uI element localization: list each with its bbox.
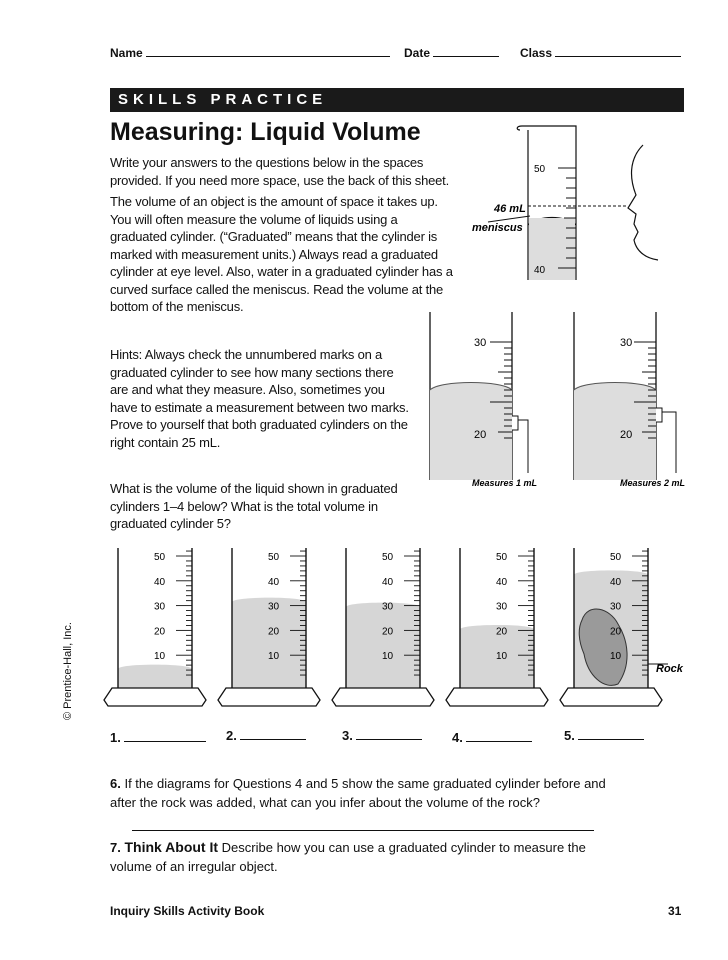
answer-1[interactable] [110, 730, 206, 745]
answer-3-blank[interactable] [356, 739, 422, 740]
graduated-cylinder-5 [560, 548, 684, 706]
meniscus-bottom-mark: 40 [534, 265, 546, 276]
volume-mark-label: 40 [154, 576, 166, 588]
liquid [118, 665, 192, 688]
answer-4[interactable] [452, 730, 532, 745]
volume-mark-label: 50 [610, 552, 622, 563]
liquid [346, 603, 420, 688]
meniscus-top-mark: 50 [534, 164, 546, 175]
volume-mark-label: 20 [610, 626, 622, 638]
volume-mark-label: 20 [382, 626, 394, 638]
example-2-caption: Measures 2 mL [620, 478, 686, 488]
volume-mark-label: 10 [268, 651, 280, 663]
volume-mark-label: 30 [496, 601, 508, 613]
volume-mark-label: 50 [382, 552, 394, 563]
question-6 [110, 774, 610, 812]
graduated-cylinder-1 [104, 548, 206, 706]
example-2-top: 30 [620, 337, 633, 349]
answer-5-number: 5. [564, 728, 575, 743]
intro-text: Write your answers to the questions below in the spaces provided. If you need more space, use the back of this sheet. [110, 155, 450, 188]
question-intro: What is the volume of the liquid shown in graduated cylinders 1–4 below? What is the total volume in graduated cylinder 5? [110, 481, 398, 531]
date-blank[interactable] [433, 56, 499, 57]
volume-mark-label: 30 [154, 601, 166, 613]
rock-label: Rock [656, 663, 683, 675]
page-number: 31 [668, 904, 682, 918]
date-label: Date [404, 46, 431, 60]
graduated-cylinder-4 [446, 548, 548, 706]
answer-2-blank[interactable] [240, 739, 306, 740]
date-field [404, 46, 499, 60]
volume-mark-label: 10 [496, 651, 508, 663]
question-7-number: 7. [110, 840, 121, 855]
answer-4-number: 4. [452, 730, 463, 745]
cylinder-base [446, 688, 548, 706]
example-cylinder-1 [430, 312, 537, 488]
meniscus-label: meniscus [472, 222, 523, 234]
question-6-answer-line[interactable] [132, 830, 594, 831]
answer-3-number: 3. [342, 728, 353, 743]
graduated-cylinder-2 [218, 548, 320, 706]
answer-4-blank[interactable] [466, 741, 532, 742]
question-7-heading: Think About It [124, 839, 219, 855]
cylinders-row [96, 542, 696, 712]
name-field [110, 46, 390, 60]
class-label: Class [520, 46, 553, 60]
copyright: © Prentice-Hall, Inc. [62, 622, 74, 720]
question-6-text: If the diagrams for Questions 4 and 5 show the same graduated cylinder before and after the rock was added, what can you infer about the volume of the rock? [110, 776, 606, 810]
example-1-caption: Measures 1 mL [472, 478, 538, 488]
footer-book-title: Inquiry Skills Activity Book [110, 904, 265, 918]
volume-mark-label: 40 [610, 576, 622, 588]
example-1-top: 30 [474, 337, 487, 349]
volume-mark-label: 10 [610, 651, 622, 663]
volume-mark-label: 30 [268, 601, 280, 613]
volume-mark-label: 40 [382, 576, 394, 588]
answer-3[interactable] [342, 728, 422, 743]
volume-paragraph: The volume of an object is the amount of space it takes up. You will often measure the volume of liquids using a graduated cylinder. (“Graduated” means that the cylinder is marked with measurement units.) Always read a graduated cylinder at eye level. Also, water in a graduated cylinder has a curved surface called the meniscus. Read the volume at the bottom of the meniscus. [110, 194, 453, 314]
cylinder-base [560, 688, 662, 706]
volume-mark-label: 10 [154, 651, 166, 663]
skills-practice-banner: SKILLS PRACTICE [110, 88, 684, 112]
answer-2[interactable] [226, 728, 306, 743]
question-7-text: Describe how you can use a graduated cylinder to measure the volume of an irregular object. [110, 840, 586, 874]
question-6-number: 6. [110, 776, 121, 791]
volume-mark-label: 30 [382, 601, 394, 613]
volume-mark-label: 20 [496, 626, 508, 638]
meniscus-reading: 46 mL [494, 203, 526, 215]
class-blank[interactable] [555, 56, 681, 57]
class-field [520, 46, 681, 60]
example-2-bottom: 20 [620, 429, 633, 441]
hints-paragraph: Hints: Always check the unnumbered marks on a graduated cylinder to see how many sections there are and what they measure. Also, sometimes you have to estimate a measurement between two marks. Prove to yourself that both graduated cylinders on the right contain 25 mL. [110, 347, 409, 450]
answer-1-number: 1. [110, 730, 121, 745]
cylinder-base [104, 688, 206, 706]
page-title: Measuring: Liquid Volume [110, 118, 421, 146]
graduated-cylinder-3 [332, 548, 434, 706]
name-blank[interactable] [146, 56, 390, 57]
example-cylinder-2 [574, 312, 685, 488]
volume-mark-label: 50 [496, 552, 508, 563]
volume-mark-label: 20 [154, 626, 166, 638]
volume-mark-label: 50 [154, 552, 166, 563]
volume-mark-label: 50 [268, 552, 280, 563]
example-1-bottom: 20 [474, 429, 487, 441]
example-cylinders [420, 308, 690, 490]
answer-1-blank[interactable] [124, 741, 206, 742]
answer-5[interactable] [564, 728, 644, 743]
question-7 [110, 838, 610, 876]
volume-mark-label: 30 [610, 601, 622, 613]
volume-mark-label: 40 [268, 576, 280, 588]
cylinder-base [332, 688, 434, 706]
answer-2-number: 2. [226, 728, 237, 743]
volume-mark-label: 40 [496, 576, 508, 588]
name-label: Name [110, 46, 143, 60]
answer-5-blank[interactable] [578, 739, 644, 740]
volume-mark-label: 20 [268, 626, 280, 638]
volume-mark-label: 10 [382, 651, 394, 663]
cylinder-base [218, 688, 320, 706]
meniscus-figure [468, 120, 668, 310]
